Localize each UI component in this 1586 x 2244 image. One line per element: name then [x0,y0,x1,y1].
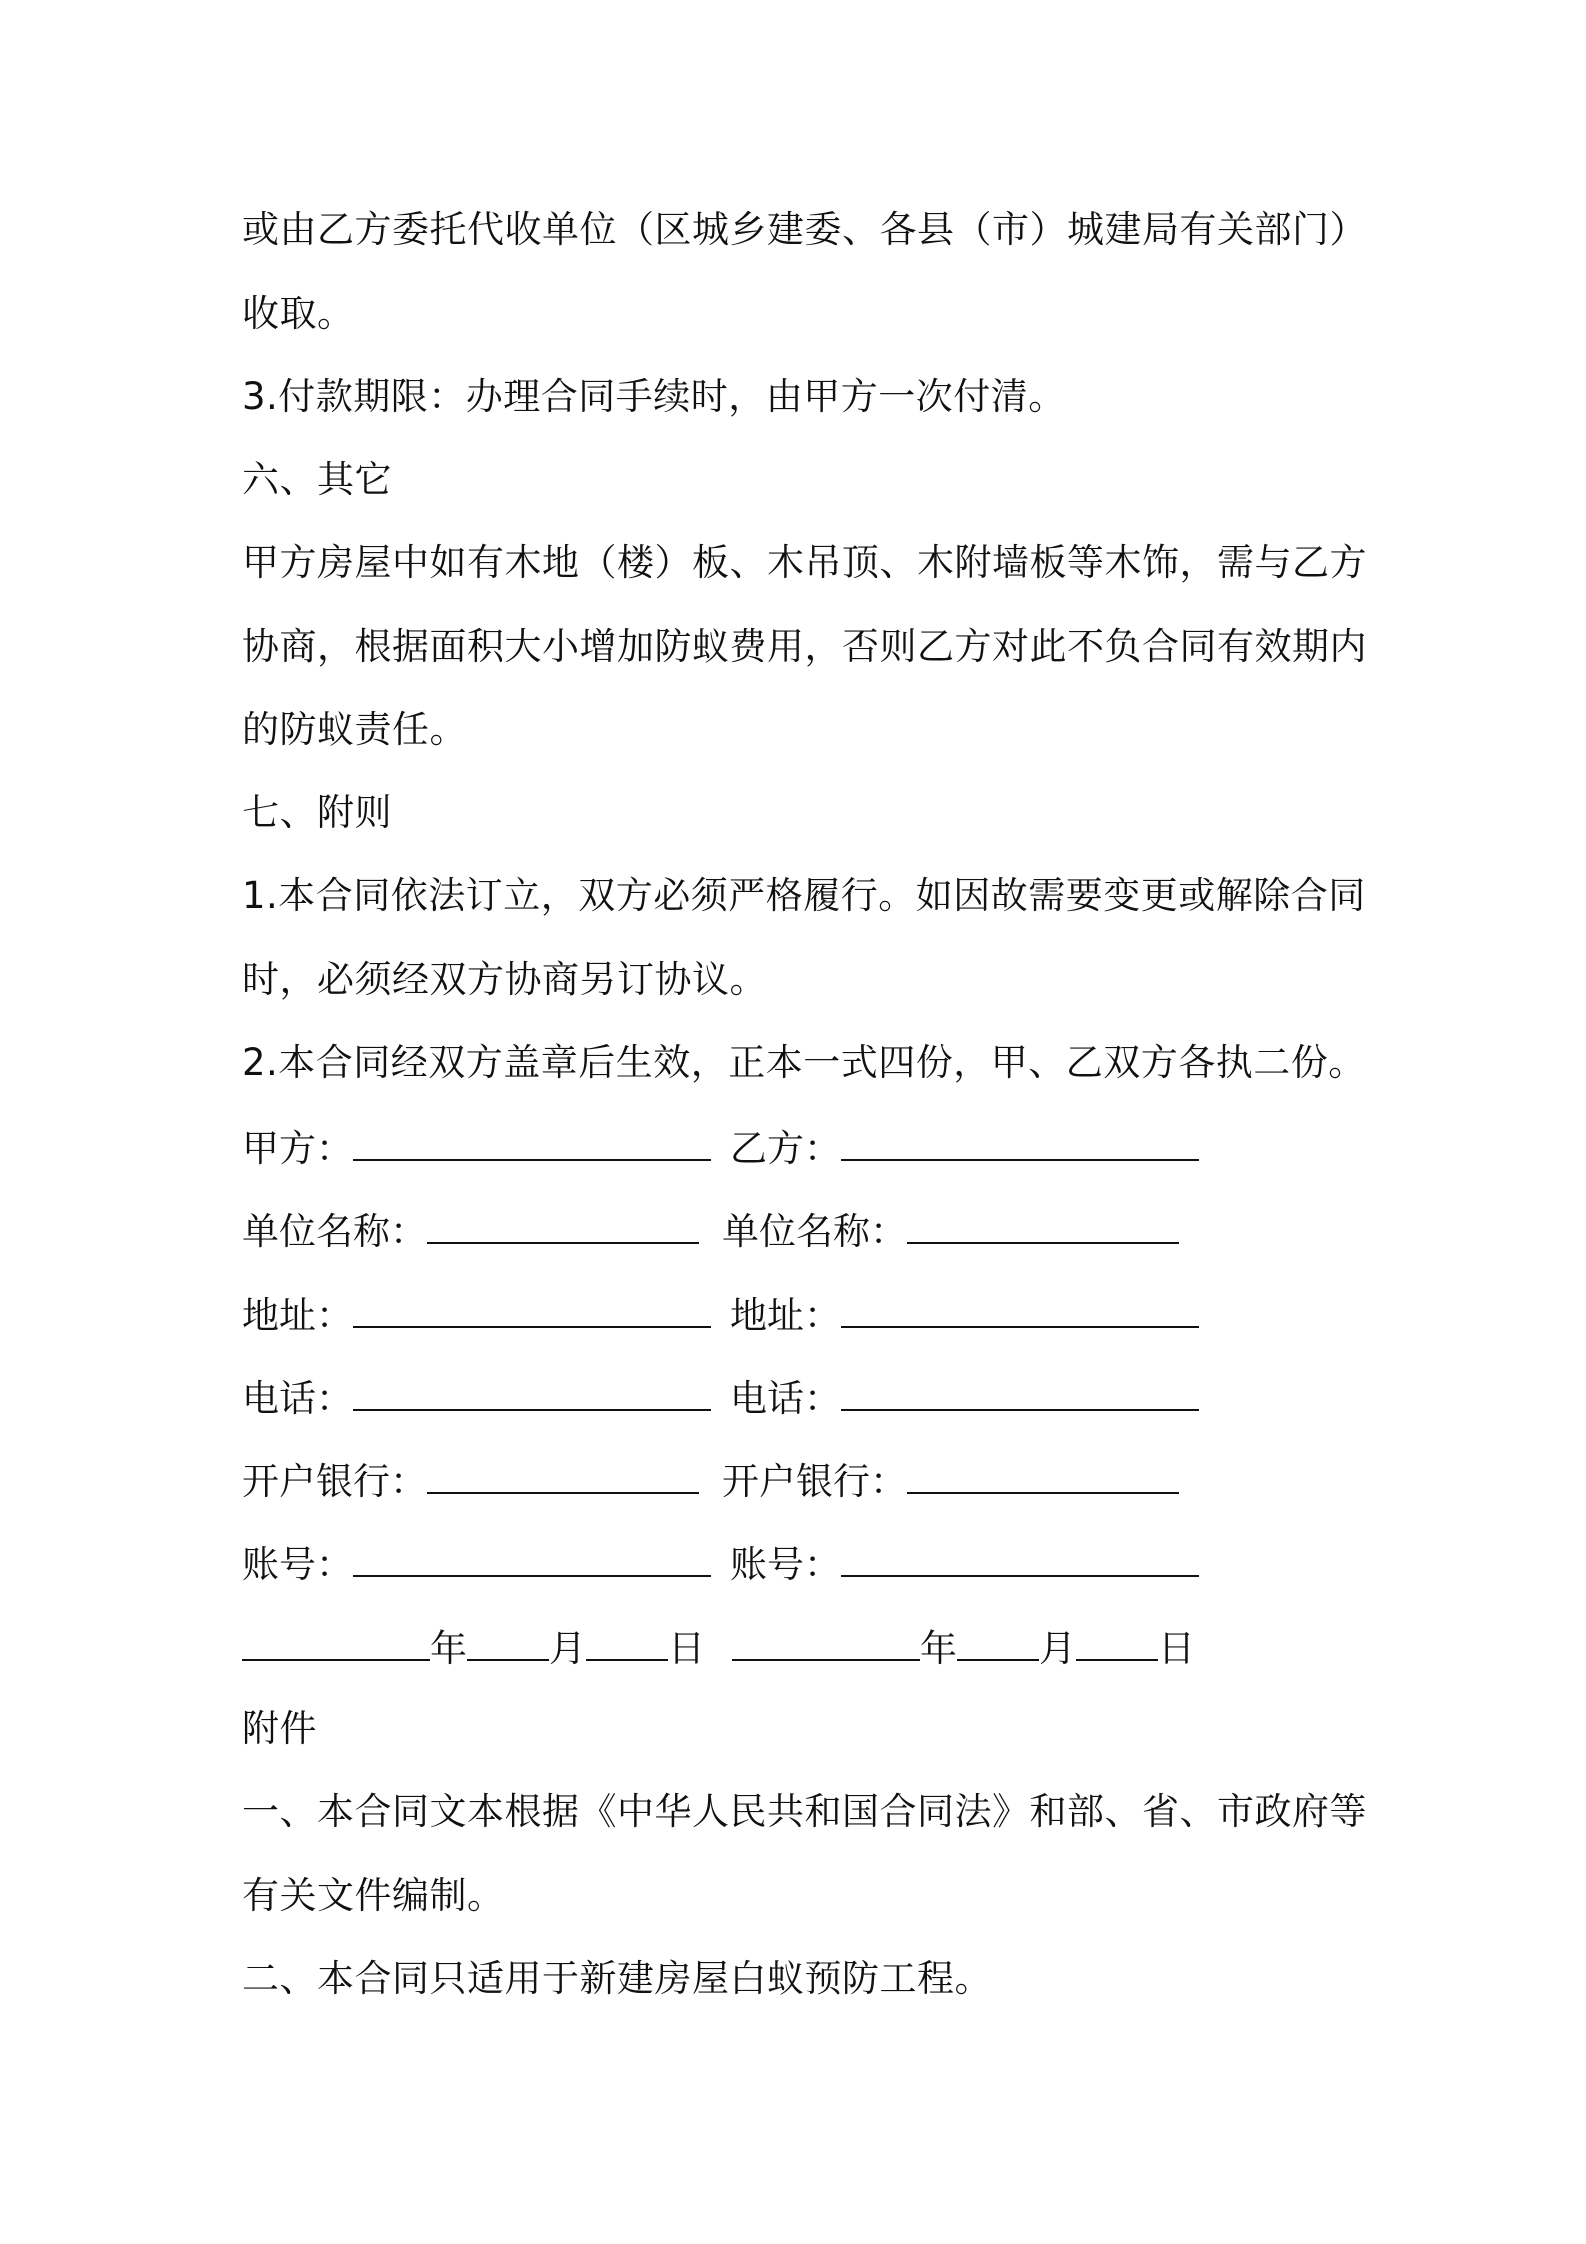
account-field-a[interactable] [353,1537,711,1577]
month-label-a: 月 [549,1627,586,1670]
month-label-b: 月 [1039,1627,1076,1670]
account-label-b: 账号： [730,1543,841,1586]
day-label-a: 日 [668,1627,705,1670]
unit-name-field-b[interactable] [907,1204,1179,1244]
appendix-line: 二、本合同只适用于新建房屋白蚁预防工程。 [242,1957,992,2000]
paragraph-line: 1.本合同依法订立，双方必须严格履行。如因故需要变更或解除合同 [242,874,1366,917]
month-field-b[interactable] [957,1621,1039,1661]
paragraph-line: 的防蚁责任。 [242,708,467,751]
account-field-b[interactable] [841,1537,1199,1577]
party-b-field[interactable] [841,1121,1199,1161]
bank-label-b: 开户银行： [722,1460,907,1503]
paragraph-line: 收取。 [242,292,355,335]
paragraph-line: 或由乙方委托代收单位（区城乡建委、各县（市）城建局有关部门） [242,208,1367,251]
year-field-b[interactable] [732,1621,920,1661]
bank-field-a[interactable] [427,1454,699,1494]
section-heading: 七、附则 [242,791,392,834]
bank-label-a: 开户银行： [242,1460,427,1503]
paragraph-line: 协商，根据面积大小增加防蚁费用，否则乙方对此不负合同有效期内 [242,625,1367,668]
address-label-a: 地址： [242,1294,353,1337]
paragraph-line: 时，必须经双方协商另订协议。 [242,958,767,1001]
year-label-b: 年 [920,1627,957,1670]
month-field-a[interactable] [467,1621,549,1661]
unit-name-field-a[interactable] [427,1204,699,1244]
paragraph-line: 甲方房屋中如有木地（楼）板、木吊顶、木附墙板等木饰，需与乙方 [242,541,1367,584]
appendix-line: 有关文件编制。 [242,1874,505,1917]
section-heading: 六、其它 [242,458,392,501]
bank-field-b[interactable] [907,1454,1179,1494]
party-a-label: 甲方： [242,1127,353,1170]
unit-name-label-a: 单位名称： [242,1210,427,1253]
paragraph-line: 2.本合同经双方盖章后生效，正本一式四份，甲、乙双方各执二份。 [242,1041,1366,1084]
phone-label-a: 电话： [242,1377,353,1420]
appendix-line: 一、本合同文本根据《中华人民共和国合同法》和部、省、市政府等 [242,1790,1367,1833]
party-a-field[interactable] [353,1121,711,1161]
appendix-heading: 附件 [242,1707,317,1750]
address-field-b[interactable] [841,1288,1199,1328]
day-field-a[interactable] [586,1621,668,1661]
account-label-a: 账号： [242,1543,353,1586]
address-field-a[interactable] [353,1288,711,1328]
phone-label-b: 电话： [730,1377,841,1420]
phone-field-a[interactable] [353,1371,711,1411]
day-label-b: 日 [1158,1627,1195,1670]
phone-field-b[interactable] [841,1371,1199,1411]
address-label-b: 地址： [730,1294,841,1337]
party-b-label: 乙方： [730,1127,841,1170]
year-label-a: 年 [430,1627,467,1670]
unit-name-label-b: 单位名称： [722,1210,907,1253]
paragraph-line: 3.付款期限：办理合同手续时，由甲方一次付清。 [242,375,1066,418]
day-field-b[interactable] [1076,1621,1158,1661]
year-field-a[interactable] [242,1621,430,1661]
